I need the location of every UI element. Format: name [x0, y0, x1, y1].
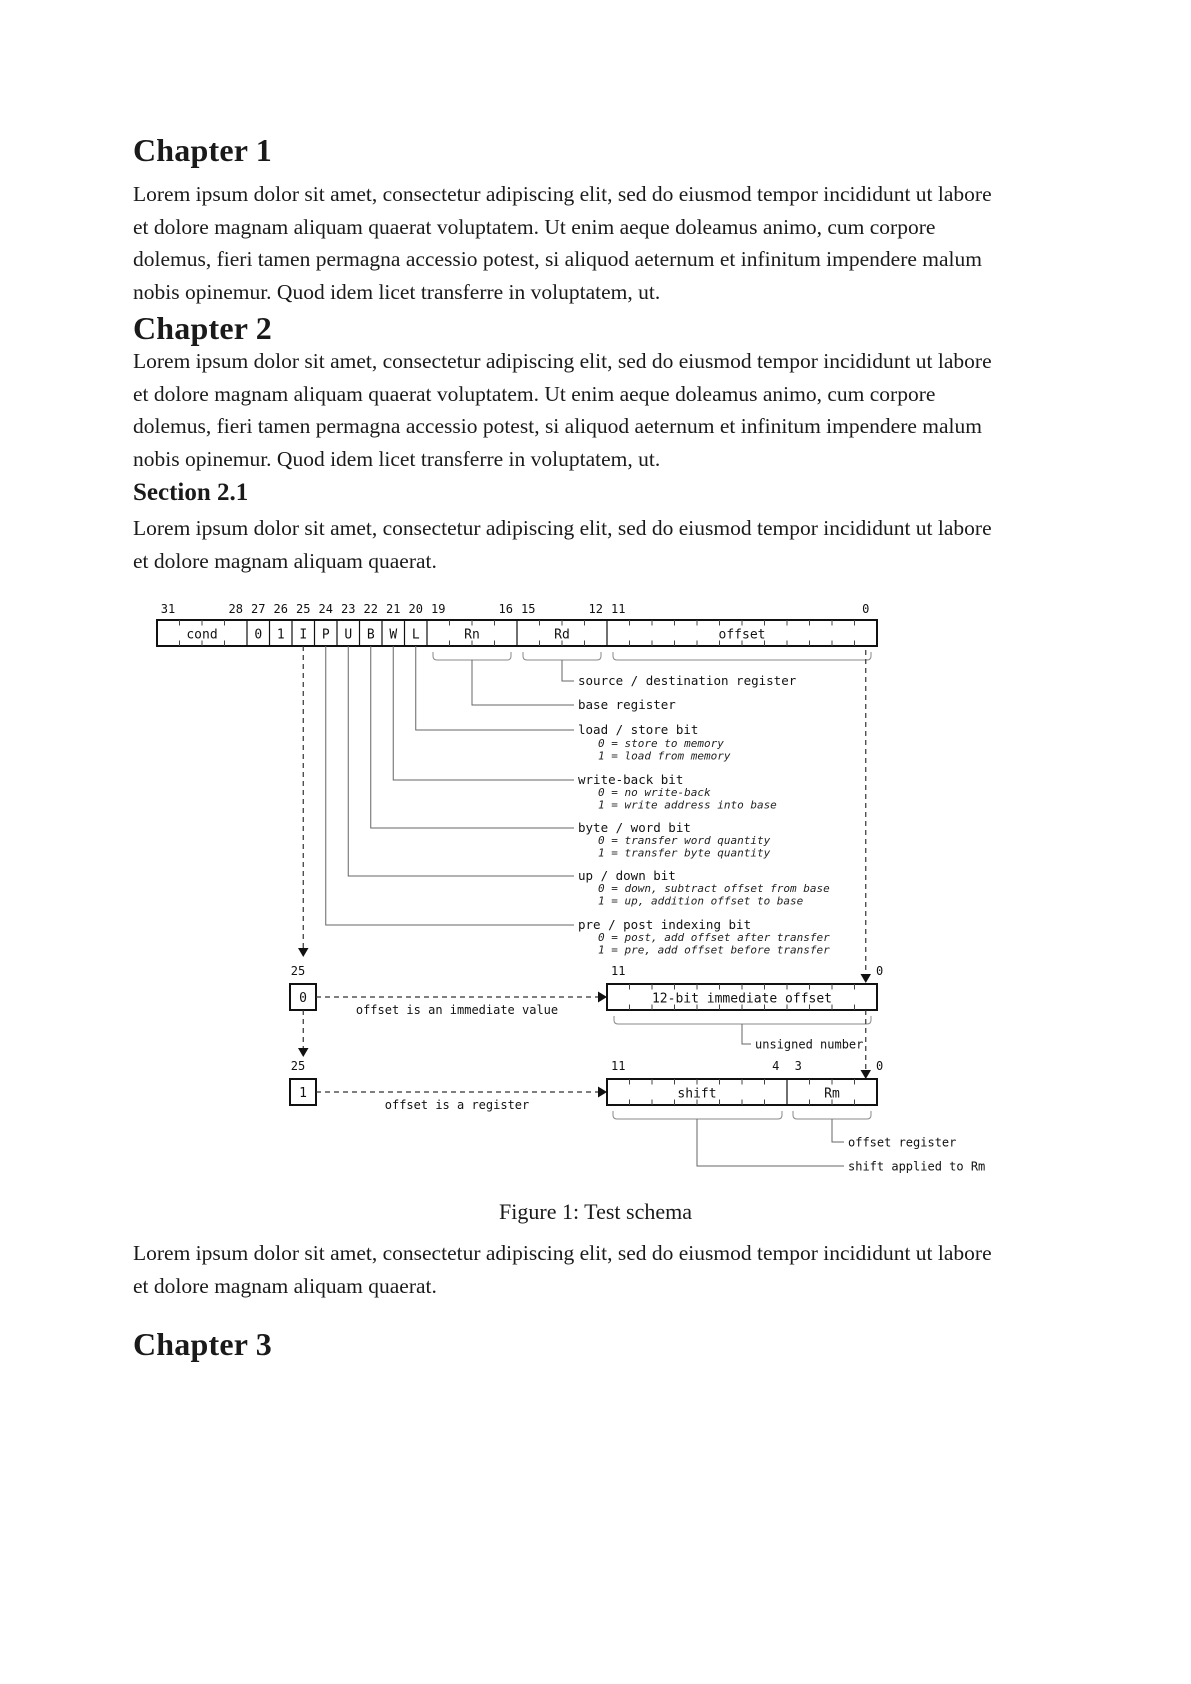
- svg-text:Rd: Rd: [554, 627, 570, 643]
- text-line: et dolore magnam aliquam quaerat voluptatem. Ut enim aeque doleamus animo, cum corpore: [133, 214, 936, 239]
- svg-text:Rm: Rm: [824, 1086, 840, 1102]
- svg-text:23: 23: [341, 602, 356, 616]
- svg-text:offset is a register: offset is a register: [384, 1098, 530, 1112]
- svg-text:shift applied to Rm: shift applied to Rm: [848, 1159, 986, 1174]
- svg-text:L: L: [411, 627, 420, 643]
- svg-text:0: 0: [876, 1059, 884, 1073]
- svg-text:source / destination register: source / destination register: [578, 673, 797, 688]
- svg-text:offset: offset: [718, 627, 766, 643]
- svg-text:load / store bit: load / store bit: [578, 722, 699, 737]
- chapter-1-heading: Chapter 1: [133, 132, 272, 168]
- svg-text:12: 12: [588, 602, 603, 616]
- svg-text:byte / word bit: byte / word bit: [578, 820, 691, 835]
- immediate-offset-row: [290, 964, 883, 1052]
- svg-text:26: 26: [273, 602, 288, 616]
- down-arrow-icon: [861, 974, 872, 983]
- svg-text:base register: base register: [578, 697, 676, 712]
- svg-text:write-back bit: write-back bit: [578, 772, 684, 787]
- svg-text:1 = up, addition offset to bas: 1 = up, addition offset to base: [598, 894, 804, 908]
- text-line: et dolore magnam aliquam quaerat.: [133, 1273, 437, 1298]
- svg-text:27: 27: [251, 602, 266, 616]
- svg-text:1 = transfer byte quantity: 1 = transfer byte quantity: [598, 846, 771, 860]
- text-line: dolemus, fieri tamen permagna accessio potest, si aliquod aeternum et infinitum impendere malum: [133, 414, 982, 438]
- svg-text:25: 25: [296, 602, 311, 616]
- svg-text:pre / post indexing bit: pre / post indexing bit: [578, 917, 752, 932]
- text-line: Lorem ipsum dolor sit amet, consectetur adipiscing elit, sed do eiusmod tempor incididunt ut labore: [133, 1241, 992, 1265]
- svg-text:0 = store to memory: 0 = store to memory: [598, 737, 724, 750]
- section-2-1-heading: Section 2.1: [133, 479, 249, 506]
- svg-text:3: 3: [794, 1059, 802, 1073]
- figure-caption: Figure 1: Test schema: [499, 1199, 692, 1224]
- text-line: nobis opinemur. Quod idem licet transferre in voluptatem, ut.: [133, 446, 661, 471]
- svg-text:25: 25: [290, 964, 306, 978]
- callout-labels: [578, 673, 830, 957]
- svg-text:25: 25: [290, 1059, 306, 1073]
- svg-text:offset register: offset register: [848, 1135, 957, 1150]
- svg-text:12-bit immediate offset: 12-bit immediate offset: [651, 991, 833, 1007]
- instruction-register-box: [157, 620, 877, 646]
- text-line: dolemus, fieri tamen permagna accessio potest, si aliquod aeternum et infinitum impendere malum: [133, 247, 982, 271]
- down-arrow-icon: [298, 948, 309, 957]
- svg-text:up / down bit: up / down bit: [578, 868, 676, 883]
- svg-text:0: 0: [254, 627, 263, 643]
- svg-text:11: 11: [611, 964, 626, 978]
- down-arrow-icon: [861, 1070, 872, 1079]
- chapter-3-heading: Chapter 3: [133, 1326, 272, 1362]
- svg-text:W: W: [389, 627, 398, 643]
- text-line: Lorem ipsum dolor sit amet, consectetur adipiscing elit, sed do eiusmod tempor incididunt ut labore: [133, 349, 992, 373]
- svg-text:21: 21: [386, 602, 401, 616]
- svg-text:31: 31: [160, 602, 176, 616]
- text-line: et dolore magnam aliquam quaerat voluptatem. Ut enim aeque doleamus animo, cum corpore: [133, 381, 936, 406]
- svg-text:19: 19: [431, 602, 446, 616]
- svg-text:0 = transfer word quantity: 0 = transfer word quantity: [598, 834, 771, 847]
- svg-text:unsigned number: unsigned number: [755, 1037, 864, 1052]
- svg-text:1 = pre, add offset before tra: 1 = pre, add offset before transfer: [598, 943, 830, 957]
- register-braces: [433, 652, 871, 660]
- svg-text:0: 0: [299, 991, 307, 1006]
- register-bit-labels: [161, 602, 870, 616]
- svg-text:0 = no write-back: 0 = no write-back: [598, 786, 711, 799]
- svg-text:offset is an immediate value: offset is an immediate value: [355, 1003, 559, 1017]
- after-figure-paragraph: [133, 1237, 992, 1302]
- svg-text:11: 11: [611, 602, 626, 616]
- register-field-labels: [186, 628, 765, 643]
- svg-text:1: 1: [276, 627, 285, 643]
- svg-text:22: 22: [363, 602, 378, 616]
- svg-text:0: 0: [876, 964, 884, 978]
- down-arrow-icon: [298, 1048, 309, 1057]
- svg-text:cond: cond: [186, 627, 218, 643]
- register-offset-bit-ticks: [630, 1079, 855, 1105]
- svg-text:11: 11: [611, 1059, 626, 1073]
- svg-text:0 = post, add offset after tra: 0 = post, add offset after transfer: [598, 931, 830, 944]
- svg-text:28: 28: [228, 602, 243, 616]
- text-line: et dolore magnam aliquam quaerat.: [133, 548, 437, 573]
- svg-text:P: P: [321, 627, 330, 643]
- right-arrow-icon: [598, 992, 607, 1003]
- svg-text:24: 24: [318, 602, 333, 616]
- svg-text:Rn: Rn: [464, 627, 480, 643]
- svg-text:20: 20: [408, 602, 423, 616]
- svg-text:0 = down, subtract offset from: 0 = down, subtract offset from base: [598, 882, 830, 895]
- svg-text:4: 4: [772, 1059, 780, 1073]
- svg-text:15: 15: [521, 602, 536, 616]
- right-arrow-icon: [598, 1087, 607, 1098]
- svg-text:B: B: [366, 627, 375, 643]
- text-line: Lorem ipsum dolor sit amet, consectetur adipiscing elit, sed do eiusmod tempor incididunt ut labore: [133, 516, 992, 540]
- svg-text:16: 16: [498, 602, 513, 616]
- register-offset-row: [290, 1010, 985, 1174]
- chapter-2-heading: Chapter 2: [133, 310, 272, 346]
- text-line: nobis opinemur. Quod idem licet transferre in voluptatem, ut.: [133, 279, 661, 304]
- svg-text:1 = write address into base: 1 = write address into base: [598, 798, 777, 812]
- text-line: Lorem ipsum dolor sit amet, consectetur adipiscing elit, sed do eiusmod tempor incididunt ut labore: [133, 182, 992, 206]
- svg-text:1 = load from memory: 1 = load from memory: [598, 749, 731, 763]
- svg-text:shift: shift: [677, 1086, 717, 1102]
- svg-text:0: 0: [862, 602, 870, 616]
- svg-text:I: I: [299, 627, 308, 643]
- svg-text:U: U: [344, 627, 353, 643]
- svg-text:1: 1: [299, 1086, 307, 1101]
